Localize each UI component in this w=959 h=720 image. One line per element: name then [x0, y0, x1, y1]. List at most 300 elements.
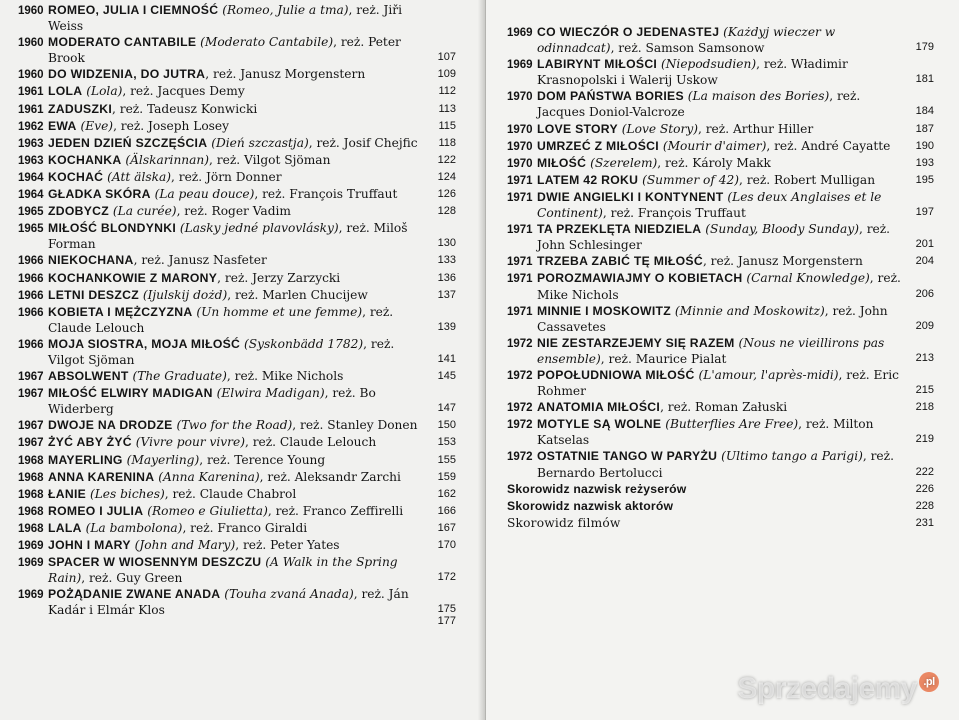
- entry-text: [48, 368, 422, 385]
- entry-text: [48, 554, 422, 586]
- entry-text: [537, 335, 904, 367]
- entry-text: [48, 469, 422, 486]
- entry-director: , reż. Marlen Chucijew: [227, 287, 368, 302]
- entry-page-number: 147: [437, 402, 456, 415]
- entry-title: TRZEBA ZABIĆ TĘ MIŁOŚĆ: [537, 254, 703, 269]
- film-entry: [18, 520, 456, 537]
- entry-text: [537, 448, 904, 480]
- entry-text: [48, 385, 422, 417]
- entry-page-number: 137: [437, 288, 456, 301]
- entry-title: ANNA KARENINA: [48, 469, 155, 484]
- entry-text: [537, 416, 904, 448]
- entry-year: 1960: [18, 5, 44, 17]
- entry-year: 1970: [507, 91, 533, 104]
- watermark-text: Sprzedajemy: [737, 672, 917, 705]
- entry-title: ŁANIE: [48, 486, 87, 501]
- film-entry: [18, 118, 456, 135]
- entry-page-number: 145: [437, 370, 456, 383]
- entry-text: [48, 503, 422, 520]
- index-page-number: 231: [915, 517, 934, 530]
- film-entry: [18, 169, 456, 186]
- entry-title: KOCHAĆ: [48, 169, 104, 184]
- entry-original-title: (Romeo e Giulietta): [147, 503, 268, 518]
- entry-year: 1971: [507, 305, 533, 318]
- entry-title: KOCHANKOWIE Z MARONY: [48, 270, 218, 285]
- entry-director: , reż. Peter Yates: [235, 538, 340, 552]
- entry-original-title: (Mourir d'aimer): [662, 138, 767, 153]
- entry-director: , reż. Jiři Weiss: [48, 3, 403, 34]
- index-label: Skorowidz nazwisk aktorów: [507, 498, 674, 513]
- entry-page-number: 136: [437, 271, 456, 284]
- entry-text: [48, 135, 422, 152]
- entry-year: 1972: [507, 402, 533, 415]
- entry-text: [48, 270, 422, 287]
- film-entry: [507, 56, 934, 88]
- entry-page-number: 155: [437, 453, 456, 466]
- entry-page-number: 107: [437, 51, 456, 64]
- entry-director: , reż. Vilgot Sjöman: [48, 336, 395, 367]
- entry-year: 1968: [18, 488, 44, 501]
- entry-page-number: 130: [437, 237, 456, 250]
- entry-original-title: (La peau douce): [154, 187, 255, 202]
- entry-director: , reż. Milton Katselas: [537, 417, 874, 448]
- entry-director: , reż. Claude Lelouch: [48, 304, 394, 335]
- entry-year: 1971: [507, 224, 533, 237]
- entry-page-number: 187: [915, 122, 934, 135]
- entry-director: , reż. Janusz Morgenstern: [205, 67, 366, 82]
- entry-director: , reż. Maurice Pialat: [600, 351, 727, 366]
- right-entry-list: [507, 24, 934, 481]
- entry-director: , reż. Eric Rohmer: [537, 367, 899, 399]
- entry-title: MODERATO CANTABILE: [48, 35, 197, 50]
- entry-page-number: 115: [438, 119, 456, 132]
- entry-text: [537, 303, 904, 335]
- entry-title: MIŁOŚĆ: [537, 155, 587, 170]
- entry-original-title: (Lola): [86, 84, 123, 99]
- film-entry: [507, 367, 934, 399]
- entry-page-number: 209: [915, 319, 934, 332]
- entry-director: , reż. John Cassavetes: [537, 303, 888, 334]
- entry-title: SPACER W WIOSENNYM DESZCZU: [48, 555, 262, 570]
- entry-year: 1969: [507, 27, 533, 39]
- entry-title: LABIRYNT MIŁOŚCI: [537, 57, 658, 72]
- entry-text: [537, 172, 904, 189]
- entry-title: CO WIECZÓR O JEDENASTEJ: [537, 25, 720, 39]
- film-entry: [18, 270, 456, 287]
- watermark-logo: [737, 672, 939, 706]
- entry-original-title: (Minnie and Moskowitz): [674, 303, 825, 318]
- entry-text: [537, 88, 904, 120]
- film-entry: [18, 417, 456, 434]
- entry-page-number: 159: [437, 470, 456, 483]
- film-entry: [18, 220, 456, 252]
- film-entry: [507, 189, 934, 221]
- entry-year: 1965: [18, 206, 44, 219]
- entry-title: EWA: [48, 118, 77, 133]
- entry-original-title: (Vivre pour vivre): [135, 435, 245, 450]
- entry-original-title: (Ultimo tango a Parigi): [721, 449, 863, 464]
- index-entry: [507, 498, 934, 515]
- entry-title: DOM PAŃSTWA BORIES: [537, 89, 684, 104]
- entry-page-number: 193: [915, 156, 934, 169]
- entry-original-title: (La maison des Bories): [687, 89, 830, 104]
- entry-page-number: 122: [437, 153, 456, 166]
- entry-original-title: (L'amour, l'après-midi): [698, 367, 839, 382]
- entry-page-number: 126: [437, 188, 456, 201]
- entry-page-number: 215: [915, 384, 934, 397]
- index-page-number: 228: [915, 499, 934, 512]
- index-entry: [507, 515, 934, 532]
- entry-director: , reż. Károly Makk: [657, 155, 771, 170]
- entry-text: [48, 118, 422, 135]
- entry-director: , reż. Janusz Morgenstern: [702, 254, 863, 269]
- film-entry: [18, 2, 456, 34]
- entry-title: ZDOBYCZ: [48, 204, 110, 219]
- right-page: [486, 0, 959, 720]
- entry-page-number: 128: [437, 205, 456, 218]
- entry-year: 1968: [18, 522, 44, 535]
- entry-title: KOCHANKA: [48, 152, 122, 167]
- entry-director: , reż. François Truffaut: [254, 187, 398, 202]
- entry-original-title: (Love Story): [621, 121, 698, 136]
- entry-year: 1969: [18, 557, 44, 570]
- entry-year: 1970: [507, 157, 533, 170]
- entry-title: TA PRZEKLĘTA NIEDZIELA: [537, 222, 702, 237]
- trailing-page-row: [18, 615, 456, 630]
- entry-year: 1966: [18, 255, 44, 268]
- entry-director: , reż. Guy Green: [81, 571, 183, 586]
- entry-director: , reż. Joseph Losey: [113, 118, 230, 133]
- entry-page-number: 139: [437, 320, 456, 333]
- entry-director: , reż. Vilgot Sjöman: [209, 152, 331, 167]
- entry-page-number: 213: [915, 351, 934, 364]
- entry-original-title: (Carnal Knowledge): [746, 271, 870, 286]
- entry-original-title: (John and Mary): [134, 538, 236, 552]
- entry-year: 1966: [18, 338, 44, 351]
- entry-text: [537, 399, 904, 416]
- film-entry: [507, 138, 934, 155]
- entry-original-title: (Elwira Madigan): [216, 386, 325, 401]
- entry-year: 1968: [18, 471, 44, 484]
- entry-year: 1963: [18, 137, 44, 150]
- index-label: Skorowidz nazwisk reżyserów: [507, 481, 687, 496]
- entry-director: , reż. Robert Mulligan: [739, 172, 876, 187]
- entry-year: 1960: [18, 37, 44, 50]
- entry-director: , reż. Claude Chabrol: [164, 486, 297, 501]
- entry-original-title: (Każdyj wieczer w odinnadcat): [537, 25, 836, 56]
- entry-text: [537, 189, 904, 221]
- entry-director: , reż. André Cayatte: [766, 138, 891, 153]
- entry-title: GŁADKA SKÓRA: [48, 187, 151, 202]
- film-entry: [18, 385, 456, 417]
- film-entry: [507, 172, 934, 189]
- entry-year: 1966: [18, 289, 44, 302]
- entry-title: POŻĄDANIE ZWANE ANADA: [48, 587, 221, 602]
- entry-text: [48, 287, 422, 304]
- entry-director: , reż. Josif Chejfic: [308, 135, 418, 150]
- left-entry-list: [18, 2, 456, 618]
- entry-page-number: 150: [437, 419, 456, 432]
- entry-director: , reż. Claude Lelouch: [244, 435, 377, 450]
- entry-text: [48, 2, 422, 34]
- entry-page-number: 167: [437, 521, 456, 534]
- entry-year: 1971: [507, 174, 533, 187]
- entry-year: 1966: [18, 306, 44, 319]
- entry-director: , reż. Roger Vadim: [176, 204, 291, 219]
- entry-text: [537, 253, 904, 270]
- film-entry: [507, 253, 934, 270]
- entry-original-title: (Ijulskij dożd): [142, 287, 228, 302]
- entry-title: MOJA SIOSTRA, MOJA MIŁOŚĆ: [48, 336, 241, 351]
- entry-director: , reż. John Schlesinger: [537, 222, 891, 253]
- entry-year: 1972: [507, 369, 533, 382]
- film-entry: [18, 186, 456, 203]
- entry-title: DO WIDZENIA, DO JUTRA: [48, 67, 206, 82]
- entry-original-title: (Eve): [80, 118, 114, 133]
- entry-page-number: 184: [915, 105, 934, 118]
- film-entry: [18, 101, 456, 118]
- entry-original-title: (La curée): [112, 204, 177, 219]
- entry-year: 1968: [18, 505, 44, 518]
- entry-director: , reż. Bernardo Bertolucci: [537, 449, 894, 480]
- entry-text: [48, 203, 422, 220]
- entry-text: [48, 83, 422, 100]
- entry-year: 1969: [18, 589, 44, 602]
- film-entry: [18, 304, 456, 336]
- entry-text: [537, 367, 904, 399]
- entry-director: , reż. Jacques Demy: [122, 84, 245, 99]
- entry-director: , reż. Mike Nichols: [226, 369, 344, 384]
- entry-page-number: [422, 33, 456, 34]
- entry-page-number: 172: [437, 571, 456, 584]
- film-entry: [18, 368, 456, 385]
- entry-text: [48, 186, 422, 203]
- entry-original-title: (Moderato Cantabile): [200, 35, 334, 50]
- entry-page-number: 166: [437, 504, 456, 517]
- entry-page-number: 197: [915, 206, 934, 219]
- entry-page-number: 170: [437, 539, 456, 551]
- film-entry: [507, 416, 934, 448]
- film-entry: [507, 399, 934, 416]
- entry-text: [48, 336, 422, 368]
- entry-title: OSTATNIE TANGO W PARYŻU: [537, 449, 718, 464]
- entry-original-title: (Butterflies Are Free): [665, 417, 799, 432]
- entry-original-title: (Romeo, Julie a tma): [222, 3, 349, 17]
- entry-year: 1971: [507, 256, 533, 269]
- entry-year: 1967: [18, 388, 44, 401]
- entry-page-number: 218: [915, 401, 934, 414]
- entry-title: DWOJE NA DRODZE: [48, 418, 173, 433]
- entry-text: [48, 34, 422, 66]
- entry-year: 1967: [18, 420, 44, 433]
- entry-page-number: 179: [915, 41, 934, 54]
- entry-title: ZADUSZKI: [48, 101, 113, 116]
- entry-director: , reż. Franco Giraldi: [182, 520, 308, 535]
- film-entry: [507, 121, 934, 138]
- film-entry: [507, 24, 934, 56]
- entry-year: 1965: [18, 223, 44, 236]
- entry-original-title: (Niepodsudien): [661, 57, 757, 72]
- entry-year: 1967: [18, 437, 44, 450]
- entry-text: [48, 434, 422, 451]
- entry-page-number: 113: [438, 102, 456, 115]
- entry-text: [48, 520, 422, 537]
- entry-title: NIEKOCHANA: [48, 253, 134, 268]
- entry-title: MOTYLE SĄ WOLNE: [537, 417, 662, 432]
- entry-director: , reż. Stanley Donen: [292, 418, 418, 433]
- entry-text: [48, 586, 422, 618]
- entry-title: POROZMAWIAJMY O KOBIETACH: [537, 271, 743, 286]
- entry-original-title: (Les deux Anglaises et le Continent): [537, 189, 882, 221]
- entry-director: , reż. Franco Zeffirelli: [267, 503, 404, 518]
- entry-year: 1972: [507, 451, 533, 464]
- entry-title: ABSOLWENT: [48, 369, 129, 384]
- entry-original-title: (Dień szczastja): [211, 135, 309, 150]
- film-entry: [507, 88, 934, 120]
- entry-title: DWIE ANGIELKI I KONTYNENT: [537, 189, 724, 204]
- entry-director: , reż. Mike Nichols: [537, 271, 901, 302]
- film-entry: [18, 287, 456, 304]
- film-entry: [507, 270, 934, 302]
- entry-director: , reż. Roman Załuski: [660, 400, 788, 415]
- entry-year: 1967: [18, 371, 44, 384]
- entry-director: , reż. Terence Young: [199, 452, 326, 467]
- entry-director: , reż. Jacques Doniol-Valcroze: [537, 89, 861, 120]
- entry-year: 1971: [507, 191, 533, 204]
- entry-page-number: 219: [915, 433, 934, 446]
- entry-page-number: 195: [915, 173, 934, 186]
- entry-title: ŻYĆ ABY ŻYĆ: [48, 435, 132, 450]
- entry-original-title: (Touha zvaná Anada): [224, 587, 354, 602]
- entry-original-title: (Nous ne vieillirons pas ensemble): [537, 335, 885, 366]
- entry-page-number: 204: [915, 255, 934, 268]
- entry-original-title: (Lasky jedné plavovlásky): [179, 221, 339, 236]
- entry-text: [48, 304, 422, 336]
- entry-original-title: (Two for the Road): [176, 418, 293, 433]
- entry-director: , reż. Jörn Donner: [171, 169, 282, 184]
- entry-page-number: 118: [438, 136, 456, 149]
- entry-page-number: 153: [437, 436, 456, 449]
- entry-title: NIE ZESTARZEJEMY SIĘ RAZEM: [537, 335, 735, 350]
- film-entry: [507, 303, 934, 335]
- film-entry: [18, 586, 456, 618]
- entry-title: LOVE STORY: [537, 121, 618, 136]
- entry-title: LOLA: [48, 84, 83, 99]
- entry-original-title: (Syskonbädd 1782): [244, 336, 364, 351]
- entry-text: [48, 486, 422, 503]
- film-entry: [507, 448, 934, 480]
- entry-page-number: 206: [915, 287, 934, 300]
- entry-original-title: (Sunday, Bloody Sunday): [705, 222, 859, 237]
- entry-text: [537, 56, 904, 88]
- film-entry: [507, 155, 934, 172]
- entry-title: MINNIE I MOSKOWITZ: [537, 303, 672, 318]
- entry-title: MIŁOŚĆ ELWIRY MADIGAN: [48, 386, 213, 401]
- entry-director: , reż. Peter Brook: [48, 35, 401, 66]
- entry-year: 1970: [507, 140, 533, 153]
- entry-title: ANATOMIA MIŁOŚCI: [537, 400, 661, 415]
- entry-year: 1964: [18, 189, 44, 202]
- entry-title: LETNI DESZCZ: [48, 287, 139, 302]
- entry-text: [537, 138, 904, 155]
- entry-original-title: (A Walk in the Spring Rain): [48, 555, 398, 586]
- entry-title: JEDEN DZIEŃ SZCZĘŚCIA: [48, 135, 208, 150]
- entry-director: , reż. Samson Samsonow: [610, 41, 765, 56]
- entry-title: LATEM 42 ROKU: [537, 172, 639, 187]
- entry-title: JOHN I MARY: [48, 538, 131, 552]
- film-entry: [18, 554, 456, 586]
- entry-year: 1968: [18, 454, 44, 467]
- film-entry: [507, 221, 934, 253]
- film-entry: [18, 336, 456, 368]
- entry-text: [48, 169, 422, 186]
- watermark-badge: .pl: [919, 672, 939, 692]
- index-label: Skorowidz filmów: [507, 516, 621, 531]
- entry-director: , reż. Aleksandr Zarchi: [259, 469, 401, 484]
- film-entry: [18, 34, 456, 66]
- entry-text: [48, 417, 422, 434]
- entry-title: ROMEO I JULIA: [48, 503, 144, 518]
- entry-original-title: (Älskarinnan): [125, 152, 210, 167]
- entry-year: 1969: [18, 540, 44, 552]
- entry-text: [48, 452, 422, 469]
- entry-text: [537, 24, 904, 56]
- film-entry: [18, 503, 456, 520]
- entry-year: 1972: [507, 337, 533, 350]
- entry-page-number: 222: [915, 465, 934, 478]
- entry-text: [48, 66, 422, 83]
- entry-page-number: 162: [437, 487, 456, 500]
- entry-year: 1971: [507, 273, 533, 286]
- entry-year: 1964: [18, 171, 44, 184]
- entry-text: [48, 220, 422, 252]
- entry-title: MIŁOŚĆ BLONDYNKI: [48, 221, 177, 236]
- entry-text: [537, 221, 904, 253]
- entry-original-title: (Un homme et une femme): [196, 304, 363, 319]
- film-entry: [507, 335, 934, 367]
- entry-page-number: 190: [915, 139, 934, 152]
- entry-original-title: (Les biches): [89, 486, 165, 501]
- index-entry: [507, 481, 934, 498]
- entry-title: POPOŁUDNIOWA MIŁOŚĆ: [537, 367, 695, 382]
- entry-page-number: 109: [437, 68, 456, 81]
- entry-year: 1962: [18, 120, 44, 133]
- entry-year: 1961: [18, 103, 44, 116]
- entry-year: 1969: [507, 59, 533, 72]
- entry-text: [537, 270, 904, 302]
- entry-text: [537, 155, 904, 172]
- entry-original-title: (Szerelem): [590, 155, 658, 170]
- entry-director: , reż. Władimir Krasnopolski i Walerij Uskow: [537, 57, 848, 88]
- film-entry: [18, 83, 456, 100]
- entry-text: [537, 121, 904, 138]
- entry-page-number: 133: [437, 254, 456, 267]
- entry-director: , reż. Tadeusz Konwicki: [112, 101, 258, 116]
- entry-text: [48, 537, 422, 554]
- trailing-page-number: 177: [437, 615, 456, 628]
- entry-year: 1970: [507, 123, 533, 136]
- entry-director: , reż. François Truffaut: [602, 206, 746, 221]
- film-entry: [18, 537, 456, 554]
- entry-original-title: (Anna Karenina): [158, 469, 260, 484]
- entry-original-title: (La bambolona): [85, 520, 183, 535]
- film-entry: [18, 152, 456, 169]
- entry-title: MAYERLING: [48, 452, 123, 467]
- entry-director: , reż. Janusz Nasfeter: [133, 253, 267, 268]
- entry-director: , reż. Ján Kadár i Elmár Klos: [48, 587, 409, 618]
- film-entry: [18, 452, 456, 469]
- film-entry: [18, 66, 456, 83]
